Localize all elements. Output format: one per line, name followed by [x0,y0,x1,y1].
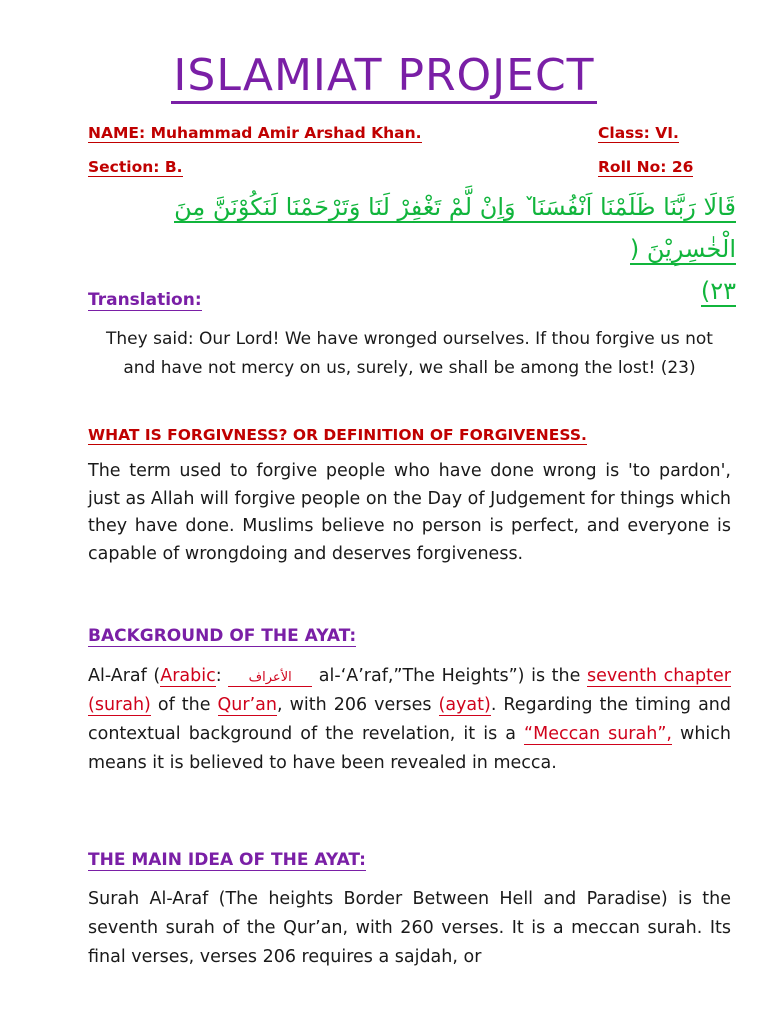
ayat-link[interactable]: (ayat) [438,695,491,715]
forgiveness-paragraph: The term used to forgive people who have done wrong is 'to pardon', just as Allah will forgive people on the Day of Judgement for things which they have done. Muslims believe no person is perfect, and everyone is capable of wrongdoing and deserves forgiveness. [88,461,731,564]
roll-number: Roll No: 26 [598,158,694,176]
translation-heading: Translation: [88,290,202,310]
surah-link[interactable]: (surah) [88,695,151,715]
student-class: Class: VI. [598,124,679,142]
student-section: Section: B. [88,158,183,176]
al-araf-arabic-name[interactable]: الأعراف [228,670,312,687]
seventh-chapter-link[interactable]: seventh chapter [586,666,731,686]
student-name: NAME: Muhammad Amir Arshad Khan. [88,124,422,142]
meccan-surah-link[interactable]: “Meccan surah”, [524,724,672,744]
translation-text: They said: Our Lord! We have wronged ourselves. If thou forgive us not and have not mercy on us, surely, we shall be among the lost! (23) [106,329,713,378]
background-paragraph: Al-Araf (Arabic: الأعراف al-‘A’raf,”The Heights”) is the seventh chapter (surah) of the Qur’an, with 206 verses (ayat). Regarding the timing and contextual background of the revelation, it is a “Meccan surah”, which means it is believed to have been revealed in mecca. [88,666,731,773]
arabic-link[interactable]: Arabic [160,666,216,686]
main-idea-paragraph: Surah Al-Araf (The heights Border Between Hell and Paradise) is the seventh surah of the Qur’an, with 260 verses. It is a meccan surah. Its final verses, verses 206 requires a sajdah, or [88,889,731,967]
quran-link[interactable]: Qur’an [217,695,277,715]
ayah-line-2: ٢٣) [700,277,736,305]
background-heading: BACKGROUND OF THE AYAT: [88,626,357,646]
ayah-line-1: قَالَا رَبَّنَا ظَلَمْنَا اَنْفُسَنَا ٚ وَاِنْ لَّمْ تَغْفِرْ لَنَا وَتَرْحَمْنَا لَنَكُوْنَنَّ مِنَ الْخٰسِرِيْنَ ( [174,193,736,263]
main-idea-heading: THE MAIN IDEA OF THE AYAT: [88,850,366,870]
forgiveness-heading: WHAT IS FORGIVNESS? OR DEFINITION OF FORGIVENESS. [88,426,587,444]
page-title: ISLAMIAT PROJECT [0,50,768,101]
